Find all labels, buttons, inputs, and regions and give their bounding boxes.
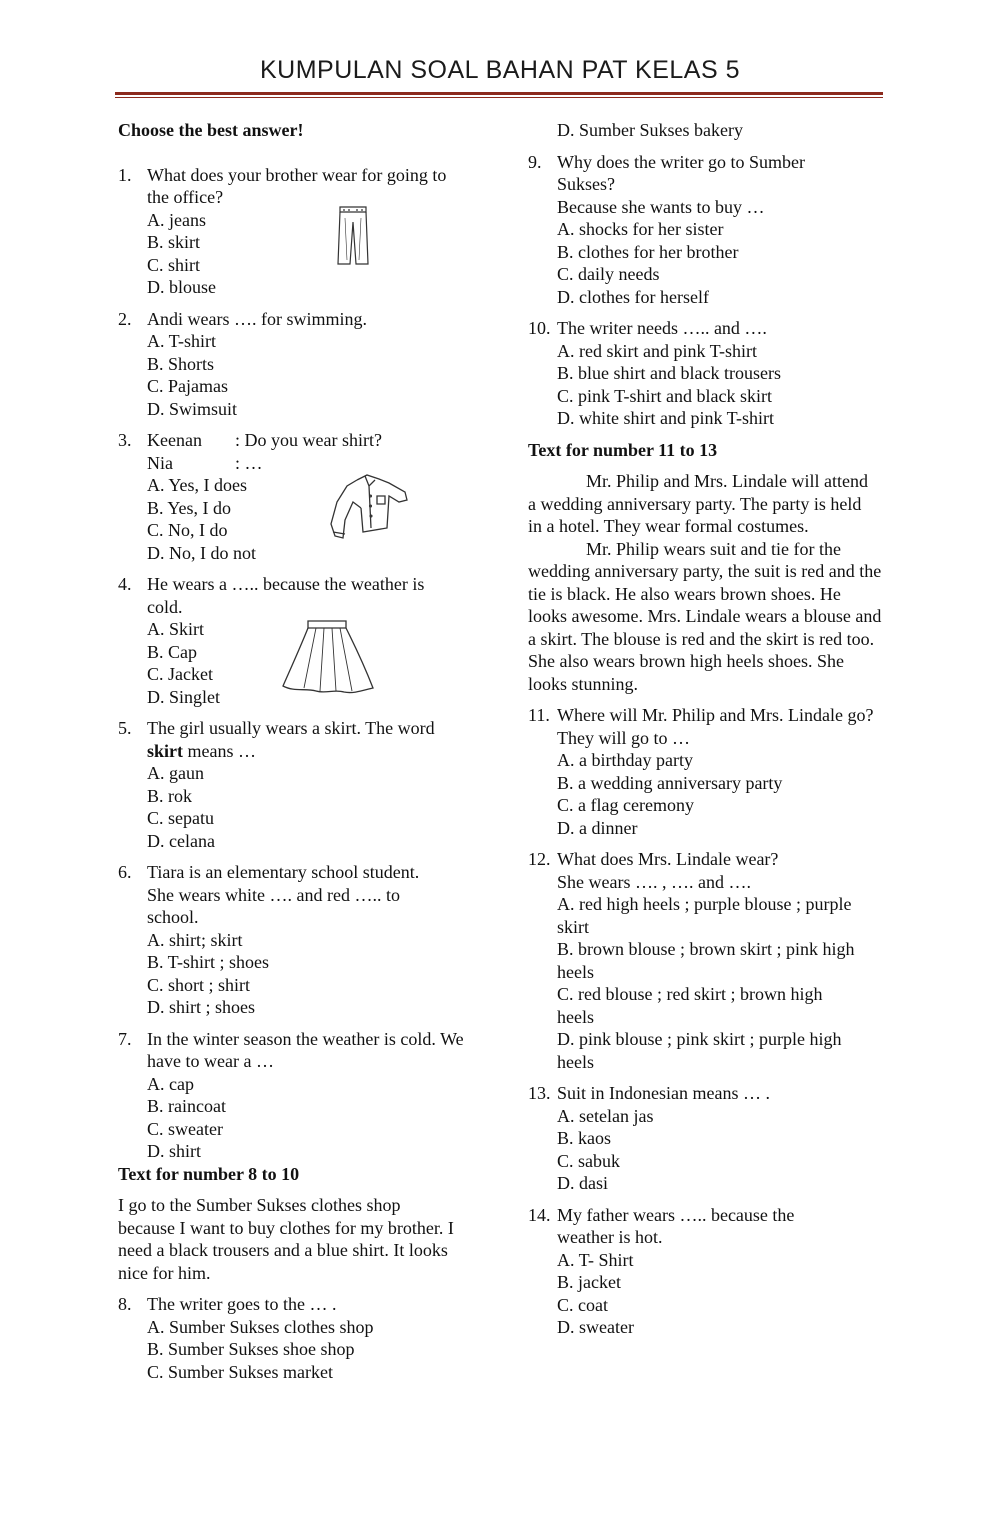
- option-a: A. cap: [147, 1073, 194, 1094]
- option-a: A. T- Shirt: [557, 1249, 634, 1270]
- dialog-text: : Do you wear shirt?: [235, 430, 382, 450]
- question-text: Suit in Indonesian means … .: [557, 1083, 770, 1103]
- option-b: B. T-shirt ; shoes: [147, 952, 270, 972]
- question-11: [528, 704, 888, 839]
- question-2: [118, 308, 478, 421]
- option-b: B. blue shirt and black trousers: [557, 363, 781, 383]
- dialog-line-2: [147, 452, 478, 475]
- option-c: C. sepatu: [147, 808, 214, 828]
- option-d: D. a dinner: [557, 817, 638, 838]
- option-b: B. Yes, I do: [147, 497, 232, 518]
- question-number: 4.: [118, 574, 132, 594]
- option-b: B. Cap: [147, 641, 198, 662]
- question-text: Tiara is an elementary school student. She wears white …. and red ….. to school.: [147, 862, 420, 927]
- option-b: B. jacket: [557, 1272, 621, 1292]
- dialog-line-1: [147, 429, 478, 452]
- option-b: B. Shorts: [147, 353, 215, 374]
- question-text: He wears a ….. because the weather is cold.: [147, 574, 425, 617]
- reading-text-11-paragraph-1: Mr. Philip and Mrs. Lindale will attend a wedding anniversary party. The party is held in a hotel. They wear formal costumes.: [528, 471, 868, 536]
- question-13: [528, 1082, 888, 1195]
- option-a: A. gaun: [147, 763, 204, 783]
- question-number: 12.: [528, 849, 551, 869]
- option-c: C. Pajamas: [147, 376, 228, 396]
- question-number: 11.: [528, 705, 550, 725]
- option-c: C. daily needs: [557, 264, 660, 284]
- question-text-part: The girl usually wears a skirt. The word: [147, 718, 435, 738]
- question-7: [118, 1028, 478, 1163]
- option-a: A. T-shirt: [147, 331, 217, 351]
- question-text: My father wears ….. because the weather is hot.: [557, 1204, 795, 1247]
- speaker-keenan: Keenan: [147, 430, 202, 450]
- answer-lead: Because she wants to buy …: [557, 196, 765, 217]
- option-d: D. No, I do not: [147, 542, 256, 563]
- speaker-nia: Nia: [147, 452, 173, 473]
- bold-word: skirt: [147, 740, 183, 761]
- question-number: 3.: [118, 430, 132, 450]
- option-a: A. Skirt: [147, 619, 205, 639]
- option-d: D. pink blouse ; pink skirt ; purple high heels: [557, 1029, 842, 1072]
- question-number: 1.: [118, 164, 132, 185]
- question-9: [528, 151, 888, 309]
- option-b: B. clothes for her brother: [557, 241, 739, 262]
- question-5: [118, 717, 478, 852]
- question-10: [528, 317, 888, 430]
- option-c: C. short ; shirt: [147, 974, 251, 995]
- page-title: KUMPULAN SOAL BAHAN PAT KELAS 5: [259, 56, 740, 84]
- option-d: D. dasi: [557, 1173, 608, 1193]
- question-1: [118, 164, 478, 299]
- question-text: Where will Mr. Philip and Mrs. Lindale go?: [557, 705, 874, 725]
- option-c: C. shirt: [147, 254, 201, 275]
- question-number: 5.: [118, 718, 132, 738]
- option-d: D. clothes for herself: [557, 286, 709, 307]
- question-3: [118, 429, 478, 564]
- question-8: [118, 1293, 478, 1383]
- option-a: A. jeans: [147, 209, 206, 230]
- option-a: A. Yes, I does: [147, 475, 248, 495]
- question-text: Why does the writer go to Sumber Sukses?: [557, 151, 805, 194]
- question-text: The writer needs ….. and ….: [557, 318, 767, 338]
- option-b: B. rok: [147, 785, 192, 806]
- option-a: A. red skirt and pink T-shirt: [557, 340, 757, 361]
- option-a: A. red high heels ; purple blouse ; purple skirt: [557, 894, 852, 937]
- question-8-continued: [528, 119, 888, 142]
- title-rule: [115, 92, 883, 95]
- question-text-part: means …: [183, 740, 256, 761]
- question-number: 8.: [118, 1294, 132, 1314]
- question-number: 10.: [528, 318, 551, 338]
- option-a: A. Sumber Sukses clothes shop: [147, 1316, 374, 1337]
- option-c: C. No, I do: [147, 520, 228, 540]
- question-number: 2.: [118, 308, 132, 329]
- title-rule-thin: [115, 97, 883, 98]
- question-number: 13.: [528, 1083, 551, 1103]
- option-c: C. Sumber Sukses market: [147, 1361, 333, 1382]
- question-number: 7.: [118, 1028, 132, 1049]
- left-column: [118, 119, 478, 1383]
- option-d: D. blouse: [147, 277, 216, 297]
- option-b: B. brown blouse ; brown skirt ; pink high heels: [557, 939, 855, 982]
- option-d: D. Sumber Sukses bakery: [557, 120, 743, 140]
- question-number: 6.: [118, 862, 132, 882]
- option-c: C. a flag ceremony: [557, 795, 694, 815]
- option-c: C. sweater: [147, 1118, 223, 1139]
- option-a: A. a birthday party: [557, 750, 693, 770]
- option-c: C. Jacket: [147, 664, 213, 684]
- instruction: Choose the best answer!: [118, 120, 304, 140]
- option-a: A. shirt; skirt: [147, 929, 243, 950]
- option-c: C. red blouse ; red skirt ; brown high heels: [557, 984, 823, 1027]
- question-14: [528, 1204, 888, 1339]
- option-b: B. Sumber Sukses shoe shop: [147, 1339, 355, 1359]
- option-a: A. setelan jas: [557, 1105, 654, 1126]
- text-8-heading: Text for number 8 to 10: [118, 1163, 300, 1184]
- question-text: Andi wears …. for swimming.: [147, 308, 367, 329]
- option-d: D. shirt: [147, 1141, 201, 1161]
- option-b: B. raincoat: [147, 1096, 226, 1116]
- answer-lead: They will go to …: [557, 727, 690, 748]
- option-b: B. skirt: [147, 232, 201, 252]
- option-d: D. celana: [147, 830, 215, 851]
- dialog-text: : …: [235, 452, 263, 473]
- option-d: D. sweater: [557, 1317, 634, 1337]
- question-text: The writer goes to the … .: [147, 1294, 337, 1314]
- option-a: A. shocks for her sister: [557, 219, 724, 239]
- question-number: 14.: [528, 1204, 551, 1225]
- option-d: D. shirt ; shoes: [147, 997, 255, 1017]
- reading-text-11-paragraph-2: Mr. Philip wears suit and tie for the wedding anniversary party, the suit is red and the tie is black. He also wears brown shoes. He looks awesome. Mrs. Lindale wears a blouse and a skirt. The blouse is red and the skirt is red too. She also wears brown high heels shoes. She looks stunning.: [528, 538, 882, 694]
- answer-lead: She wears …. , …. and ….: [557, 871, 751, 892]
- question-text: [147, 717, 467, 762]
- option-d: D. Singlet: [147, 686, 221, 707]
- question-number: 9.: [528, 151, 542, 172]
- option-c: C. sabuk: [557, 1150, 620, 1171]
- reading-text-8: I go to the Sumber Sukses clothes shop because I want to buy clothes for my brother. I need a black trousers and a blue shirt. It looks nice for him.: [118, 1195, 454, 1283]
- question-text: What does Mrs. Lindale wear?: [557, 849, 779, 869]
- option-d: D. Swimsuit: [147, 398, 238, 419]
- right-column: [528, 119, 888, 1339]
- option-b: B. kaos: [557, 1128, 611, 1148]
- question-text: What does your brother wear for going to the office?: [147, 164, 447, 207]
- question-4: [118, 573, 478, 708]
- text-11-heading: Text for number 11 to 13: [528, 439, 718, 460]
- question-text: In the winter season the weather is cold. We have to wear a …: [147, 1028, 464, 1071]
- option-d: D. white shirt and pink T-shirt: [557, 408, 774, 428]
- question-6: [118, 861, 478, 1019]
- option-b: B. a wedding anniversary party: [557, 772, 783, 793]
- option-c: C. pink T-shirt and black skirt: [557, 385, 772, 406]
- option-c: C. coat: [557, 1294, 608, 1315]
- question-12: [528, 848, 888, 1073]
